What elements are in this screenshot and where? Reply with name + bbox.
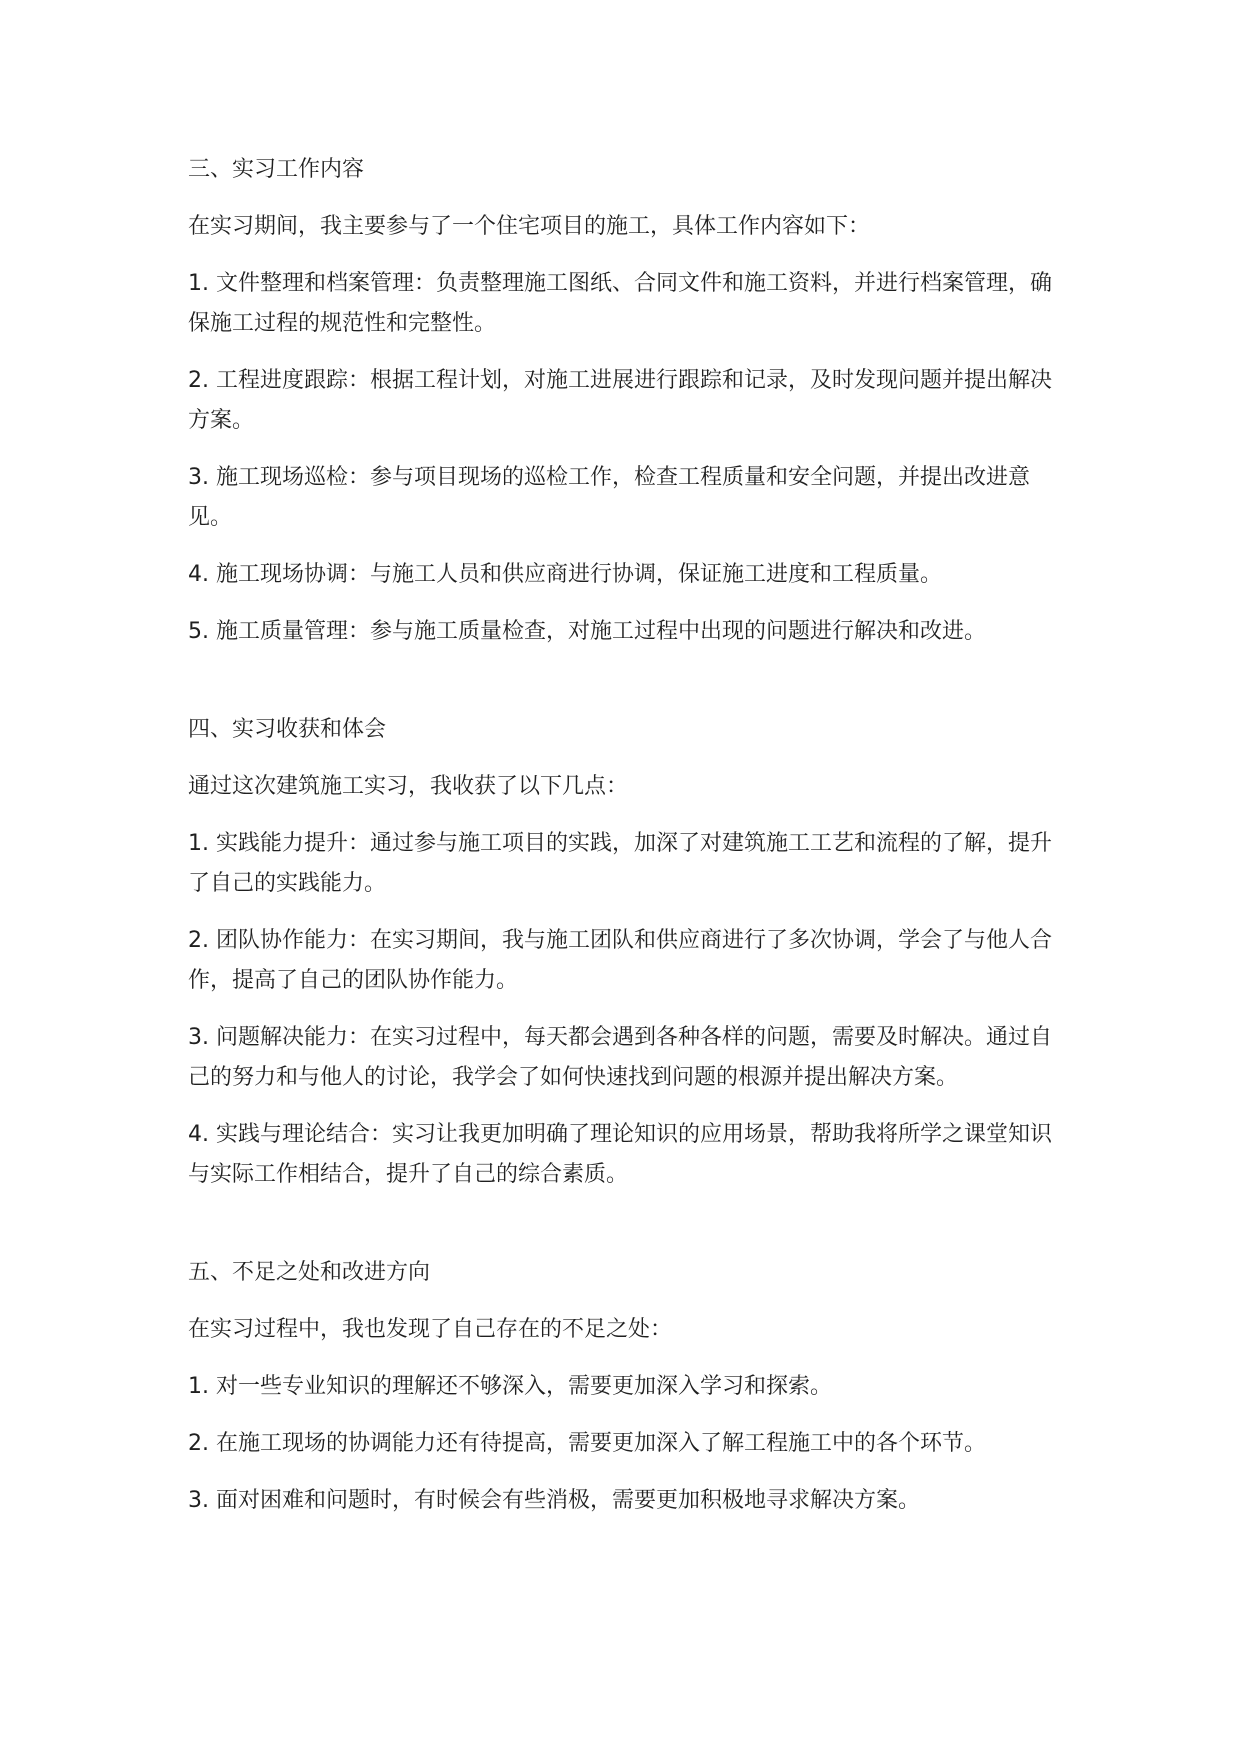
list-item: 1. 实践能力提升：通过参与施工项目的实践，加深了对建筑施工工艺和流程的了解，提升了自己的实践能力。 [188, 831, 1052, 896]
list-item: 2. 团队协作能力：在实习期间，我与施工团队和供应商进行了多次协调，学会了与他人合作，提高了自己的团队协作能力。 [188, 928, 1052, 993]
section-heading: 四、实习收获和体会 [188, 717, 387, 742]
paragraph: 在实习过程中，我也发现了自己存在的不足之处： [188, 1317, 673, 1342]
list-item: 1. 对一些专业知识的理解还不够深入，需要更加深入学习和探索。 [188, 1374, 832, 1399]
list-item: 5. 施工质量管理：参与施工质量检查，对施工过程中出现的问题进行解决和改进。 [188, 619, 986, 644]
section-shortcomings [188, 1253, 1068, 1521]
section-gains [188, 710, 1068, 1195]
list-item: 2. 工程进度跟踪：根据工程计划，对施工进展进行跟踪和记录，及时发现问题并提出解决方案。 [188, 368, 1052, 433]
section-heading: 五、不足之处和改进方向 [188, 1260, 431, 1285]
list-item: 4. 实践与理论结合：实习让我更加明确了理论知识的应用场景，帮助我将所学之课堂知识与实际工作相结合，提升了自己的综合素质。 [188, 1122, 1052, 1187]
list-item: 1. 文件整理和档案管理：负责整理施工图纸、合同文件和施工资料，并进行档案管理，确保施工过程的规范性和完整性。 [188, 271, 1052, 336]
list-item: 3. 面对困难和问题时，有时候会有些消极，需要更加积极地寻求解决方案。 [188, 1488, 920, 1513]
list-item: 3. 施工现场巡检：参与项目现场的巡检工作，检查工程质量和安全问题，并提出改进意见。 [188, 465, 1030, 530]
paragraph: 在实习期间，我主要参与了一个住宅项目的施工，具体工作内容如下： [188, 214, 871, 239]
section-heading: 三、实习工作内容 [188, 157, 365, 182]
list-item: 4. 施工现场协调：与施工人员和供应商进行协调，保证施工进度和工程质量。 [188, 562, 942, 587]
list-item: 2. 在施工现场的协调能力还有待提高，需要更加深入了解工程施工中的各个环节。 [188, 1431, 986, 1456]
paragraph: 通过这次建筑施工实习，我收获了以下几点： [188, 774, 629, 799]
document-body [188, 150, 1068, 1521]
list-item: 3. 问题解决能力：在实习过程中，每天都会遇到各种各样的问题，需要及时解决。通过自己的努力和与他人的讨论，我学会了如何快速找到问题的根源并提出解决方案。 [188, 1025, 1052, 1090]
section-internship-work [188, 150, 1068, 652]
